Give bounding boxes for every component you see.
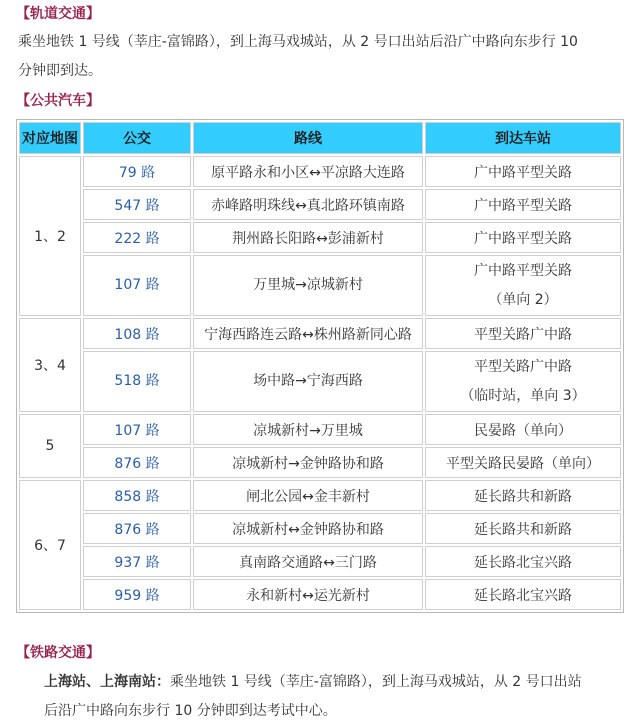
route: 万里城→凉城新村 [193, 255, 423, 316]
railway-text-line2: 后沿广中路向东步行 10 分钟即到达考试中心。 [44, 703, 337, 719]
route: 闸北公园↔金丰新村 [193, 480, 423, 511]
table-row [19, 255, 621, 316]
map-group-1-2: 1、2 [19, 156, 81, 316]
table-row [19, 318, 621, 349]
bus-number: 858 路 [83, 480, 191, 511]
route: 荆州路长阳路↔彭浦新村 [193, 222, 423, 253]
bus-heading: 【公共汽车】 [16, 93, 100, 109]
stop [425, 255, 621, 316]
stop-line2: （单向 2） [488, 291, 558, 308]
stop: 平型关路民晏路（单向） [425, 447, 621, 478]
bus-number: 108 路 [83, 318, 191, 349]
bus-number: 107 路 [83, 414, 191, 445]
bus-number: 876 路 [83, 513, 191, 544]
bus-number: 876 路 [83, 447, 191, 478]
stop: 延长路北宝兴路 [425, 579, 621, 610]
bus-number: 222 路 [83, 222, 191, 253]
stop-line1: 广中路平型关路 [474, 262, 572, 279]
bus-number: 79 路 [83, 156, 191, 187]
railway-text-line1 [44, 668, 624, 697]
stop: 广中路平型关路 [425, 222, 621, 253]
bus-number: 518 路 [83, 351, 191, 412]
header-map: 对应地图 [19, 122, 81, 154]
route: 真南路交通路↔三门路 [193, 546, 423, 577]
bus-table [16, 119, 624, 613]
bus-number: 107 路 [83, 255, 191, 316]
map-group-6-7: 6、7 [19, 480, 81, 610]
stop: 延长路北宝兴路 [425, 546, 621, 577]
map-group-5: 5 [19, 414, 81, 478]
table-row [19, 222, 621, 253]
table-row [19, 480, 621, 511]
route: 凉城新村→万里城 [193, 414, 423, 445]
stop: 延长路共和新路 [425, 480, 621, 511]
table-row [19, 513, 621, 544]
table-row [19, 351, 621, 412]
railway-heading: 【铁路交通】 [16, 645, 100, 661]
table-row [19, 579, 621, 610]
stop-line2: （临时站，单向 3） [460, 387, 586, 404]
bus-number: 959 路 [83, 579, 191, 610]
route: 凉城新村↔金钟路协和路 [193, 513, 423, 544]
route: 赤峰路明珠线↔真北路环镇南路 [193, 189, 423, 220]
table-row [19, 447, 621, 478]
header-bus: 公交 [83, 122, 191, 154]
stop: 广中路平型关路 [425, 156, 621, 187]
railway-stations: 上海站、上海南站： [44, 674, 170, 690]
rail-text-line2: 分钟即到达。 [18, 63, 102, 79]
railway-text-line1-body: 乘坐地铁 1 号线（莘庄-富锦路），到上海马戏城站，从 2 号口出站 [170, 674, 582, 690]
table-row [19, 156, 621, 187]
railway-paragraph [44, 668, 624, 726]
table-row [19, 414, 621, 445]
route: 场中路→宁海西路 [193, 351, 423, 412]
stop: 平型关路广中路 [425, 318, 621, 349]
stop [425, 351, 621, 412]
table-row [19, 189, 621, 220]
rail-heading: 【轨道交通】 [16, 6, 100, 22]
rail-text-line1: 乘坐地铁 1 号线（莘庄-富锦路），到上海马戏城站，从 2 号口出站后沿广中路向东步行 10 [18, 34, 578, 50]
stop: 延长路共和新路 [425, 513, 621, 544]
bus-table-header-row [19, 122, 621, 154]
stop-line1: 平型关路广中路 [474, 358, 572, 375]
header-stop: 到达车站 [425, 122, 621, 154]
route: 原平路永和小区↔平凉路大连路 [193, 156, 423, 187]
stop: 广中路平型关路 [425, 189, 621, 220]
rail-paragraph [18, 28, 618, 86]
stop: 民晏路（单向） [425, 414, 621, 445]
header-route: 路线 [193, 122, 423, 154]
bus-number: 547 路 [83, 189, 191, 220]
table-row [19, 546, 621, 577]
route: 凉城新村→金钟路协和路 [193, 447, 423, 478]
bus-number: 937 路 [83, 546, 191, 577]
map-group-3-4: 3、4 [19, 318, 81, 412]
route: 宁海西路连云路↔株州路新同心路 [193, 318, 423, 349]
route: 永和新村↔运光新村 [193, 579, 423, 610]
